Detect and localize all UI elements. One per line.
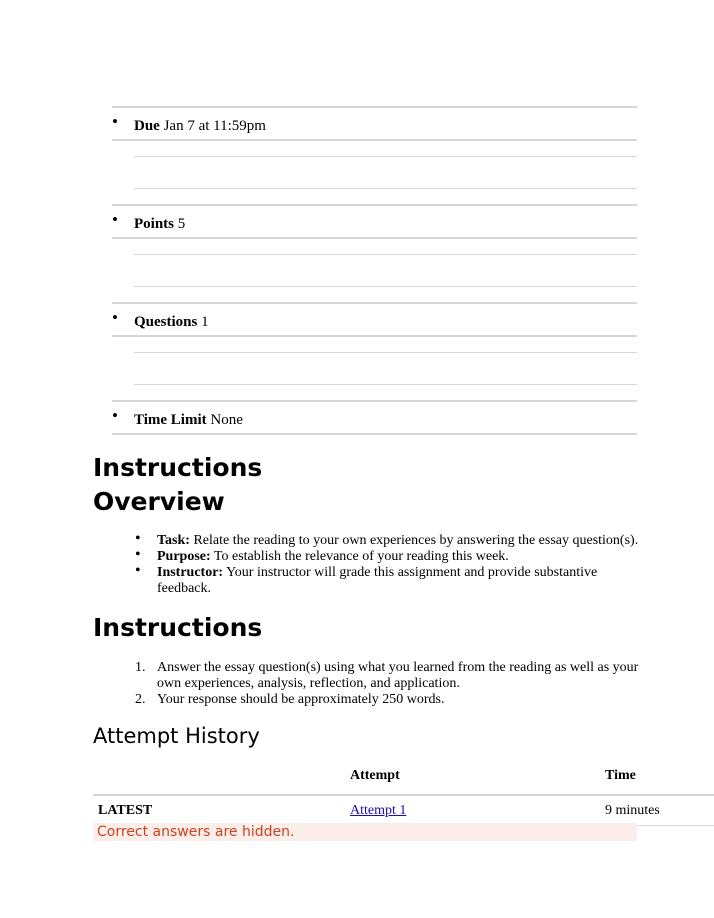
- list-item: [135, 546, 645, 565]
- step-number: 2.: [135, 692, 146, 707]
- detail-value: 5: [177, 216, 186, 232]
- instructions-heading: Instructions: [93, 453, 263, 482]
- bullet-icon: •: [135, 562, 141, 579]
- table-row: [93, 796, 714, 826]
- quiz-details: [112, 106, 637, 435]
- detail-points: [112, 206, 637, 237]
- item-text: Your instructor will grade this assignment and provide substantive feedback.: [157, 565, 598, 596]
- answers-hidden-notice: Correct answers are hidden.: [93, 823, 637, 841]
- overview-list: [135, 530, 645, 597]
- header-time: Time: [605, 768, 636, 783]
- attempt-time: 9 minutes: [605, 803, 660, 818]
- detail-label: Due: [134, 118, 160, 134]
- step-text: Your response should be approximately 250 words.: [157, 692, 445, 707]
- list-item: [135, 660, 645, 692]
- item-text: Relate the reading to your own experiences by answering the essay question(s).: [193, 533, 639, 548]
- list-item: [135, 530, 645, 549]
- detail-due: [112, 108, 637, 139]
- overview-heading: Overview: [93, 487, 225, 516]
- detail-label: Questions: [134, 314, 198, 330]
- instructions-heading-2: Instructions: [93, 613, 263, 642]
- header-attempt: Attempt: [350, 768, 400, 783]
- bullet-icon: •: [112, 308, 118, 327]
- detail-value: None: [210, 412, 243, 428]
- detail-value: Jan 7 at 11:59pm: [163, 118, 266, 134]
- attempt-status: LATEST: [98, 803, 153, 818]
- detail-value: 1: [201, 314, 209, 330]
- instruction-steps: [135, 660, 645, 708]
- item-label: Instructor:: [157, 565, 224, 580]
- divider: [112, 433, 637, 435]
- item-text: To establish the relevance of your reading this week.: [213, 549, 509, 564]
- step-number: 1.: [135, 660, 146, 675]
- item-label: Task:: [157, 533, 190, 548]
- table-header: [93, 760, 714, 796]
- bullet-icon: •: [112, 112, 118, 131]
- detail-questions: [112, 304, 637, 335]
- detail-time-limit: [112, 402, 637, 433]
- bullet-icon: •: [135, 530, 141, 547]
- list-item: [135, 562, 645, 597]
- list-item: [135, 692, 645, 708]
- bullet-icon: •: [112, 210, 118, 229]
- item-label: Purpose:: [157, 549, 211, 564]
- detail-label: Points: [134, 216, 175, 232]
- bullet-icon: •: [135, 546, 141, 563]
- bullet-icon: •: [112, 406, 118, 425]
- attempt-history-heading: Attempt History: [93, 724, 260, 748]
- step-text: Answer the essay question(s) using what you learned from the reading as well as your own experiences, analysis, reflection, and application.: [157, 660, 639, 691]
- attempt-link[interactable]: Attempt 1: [350, 803, 407, 818]
- attempt-history-table: [93, 760, 714, 826]
- detail-label: Time Limit: [134, 412, 207, 428]
